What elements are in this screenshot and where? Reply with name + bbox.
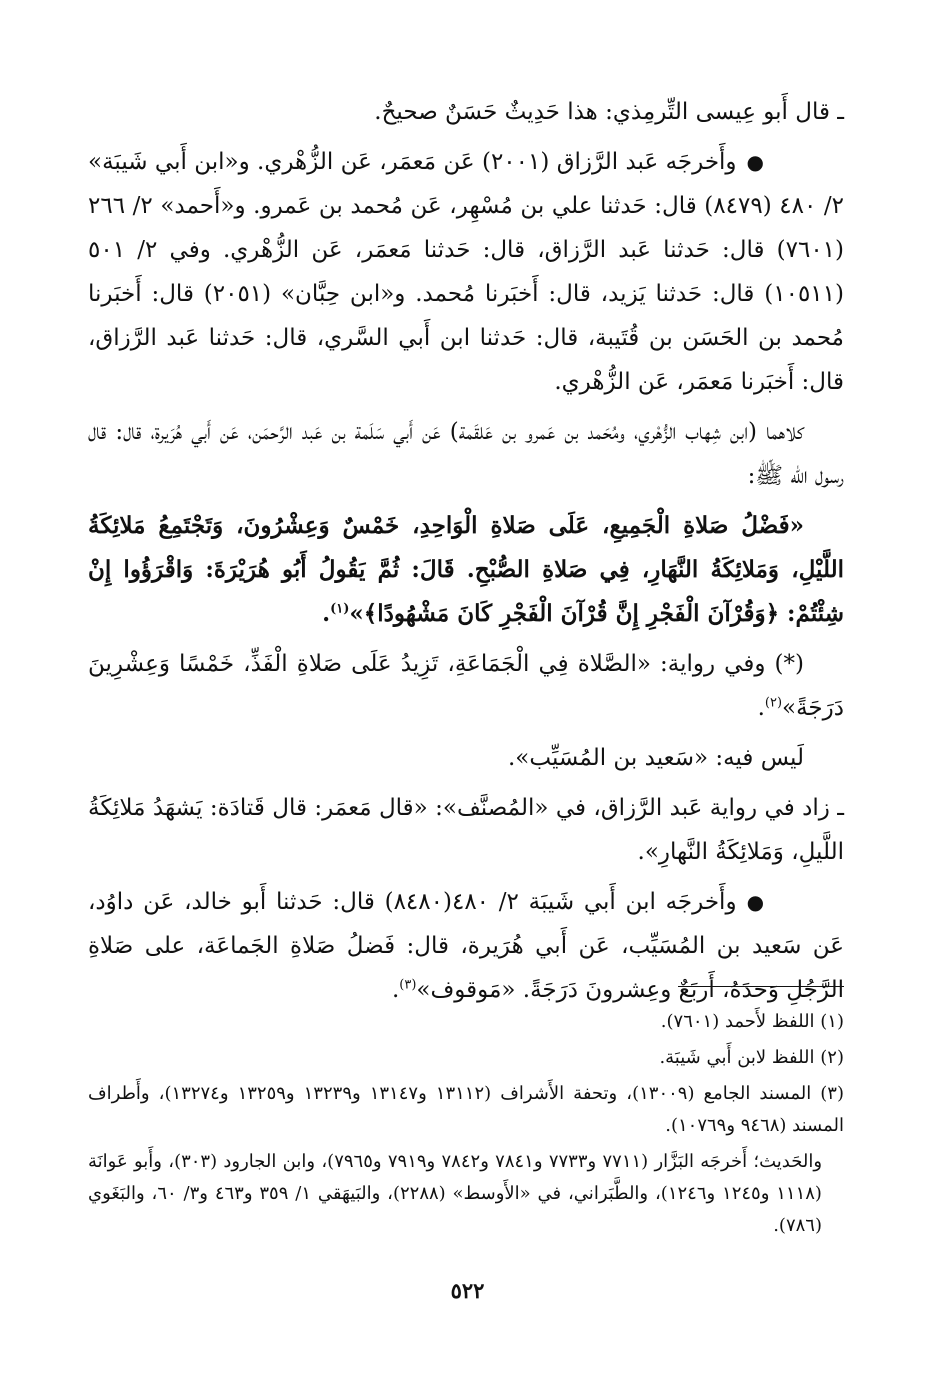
riwaya-text: (*) وفي رواية: «الصَّلاة فِي الْجَمَاعَةِ، تَزِيدُ عَلَى صَلاةِ الْفَذِّ، خَمْسًا وَعِشْرِينَ دَرَجَةً»: [88, 651, 844, 721]
paragraph-hadith: «فَضْلُ صَلاةِ الْجَمِيعِ، عَلَى صَلاةِ الْوَاحِدِ، خَمْسٌ وَعِشْرُونَ، وَتَجْتَمِعُ مَلائِكَةُ اللَّيْلِ، وَمَلائِكَةُ النَّهَارِ، فِي صَلاةِ الصُّبْحِ. قَالَ: ثُمَّ يَقُولُ أَبُو هُرَيْرَةَ: وَاقْرَؤُوا إِنْ شِئْتُمْ: ﴿وَقُرْآنَ الْفَجْرِ إِنَّ قُرْآنَ الْفَجْرِ كَانَ مَشْهُودًا﴾»$^{(١)}$.: [88, 512, 844, 627]
paragraph-takhrij-text: وأَخرجَه عَبد الرَّزاق (٢٠٠١) عَن مَعمَر، عَن الزُّهْري. و«ابن أَبي شَيبَة» ٢/ ٤٨٠ (٨٤٧٩) قال: حَدثنا علي بن مُسْهِر، عَن مُحمد بن عَمرو. و«أَحمد» ٢/ ٢٦٦ (٧٦٠١) قال: حَدثنا عَبد الرَّزاق، قال: حَدثنا مَعمَر، عَن الزُّهْري. وفي ٢/ ٥٠١ (١٠٥١١) قال: حَدثنا يَزيد، قال: أَخبَرنا مُحمد. و«ابن حِبَّان» (٢٠٥١) قال: أَخبَرنا مُحمد بن الحَسَن بن قُتَيبة، قال: حَدثنا ابن أَبي السَّري، قال: حَدثنا عَبد الرَّزاق، قال: أَخبَرنا مَعمَر، عَن الزُّهْري.: [88, 149, 845, 395]
footnote-3: (٣) المسند الجامع (١٣٠٠٩)، وتحفة الأَشراف (١٣١١٢ و١٣١٤٧ و١٣٢٣٩ و١٣٢٥٩ و١٣٢٧٤)، وأَطراف المسند (٩٤٦٨ و١٠٧٦٩).: [88, 1083, 844, 1136]
paragraph-isnad: كلاهما (ابن شِهاب الزُّهْري، ومُحَمد بن عَمرو بن عَلقَمة) عَن أَبي سَلَمة بن عَبد الرَّحمَن، عَن أَبي هُرَيرة، قال: قال رسول الله ﷺ:: [88, 419, 844, 489]
footnotes: [88, 1006, 844, 1246]
footnote-ref-1: (١): [330, 601, 350, 617]
bullet-icon: ●: [746, 150, 764, 174]
paragraph-riwaya: (*) وفي رواية: «الصَّلاة فِي الْجَمَاعَةِ، تَزِيدُ عَلَى صَلاةِ الْفَذِّ، خَمْسًا وَعِشْرِينَ دَرَجَةً»$^{(٢)}$.: [88, 651, 844, 721]
footnote-1: (١) اللفظ لأَحمد (٧٦٠١).: [660, 1011, 844, 1032]
mawquf-text: وأَخرجَه ابن أَبي شَيبَة ٢/ ٤٨٠(٨٤٨٠) قال: حَدثنا أَبو خالد، عَن داوُد، عَن سَعيد بن المُسَيِّب، عَن أَبي هُرَيرة، قال: فَضلُ صَلاةِ الجَماعَة، على صَلاةِ الرَّجُلِ وَحدَهُ، أَربَعٌ وعِشرونَ دَرَجَةً. «مَوقوف»: [88, 889, 844, 1003]
paragraph-mawquf: ●وأَخرجَه ابن أَبي شَيبَة ٢/ ٤٨٠(٨٤٨٠) قال: حَدثنا أَبو خالد، عَن داوُد، عَن سَعيد بن المُسَيِّب، عَن أَبي هُرَيرة، قال: فَضلُ صَلاةِ الجَماعَة، على صَلاةِ الرَّجُلِ وَحدَهُ، أَربَعٌ وعِشرونَ دَرَجَةً. «مَوقوف»$^{(٣)}$.: [88, 880, 844, 1012]
hadith-text: «فَضْلُ صَلاةِ الْجَمِيعِ، عَلَى صَلاةِ الْوَاحِدِ، خَمْسٌ وَعِشْرُونَ، وَتَجْتَمِعُ مَلائِكَةُ اللَّيْلِ، وَمَلائِكَةُ النَّهَارِ، فِي صَلاةِ الصُّبْحِ. قَالَ: ثُمَّ يَقُولُ أَبُو هُرَيْرَةَ: وَاقْرَؤُوا إِنْ شِئْتُمْ: ﴿وَقُرْآنَ الْفَجْرِ إِنَّ قُرْآنَ الْفَجْرِ كَانَ مَشْهُودًا﴾»: [88, 512, 844, 627]
footnote-divider: [678, 986, 844, 987]
footnote-ref-3: (٣): [399, 977, 417, 993]
page-number: ٥٢٢: [450, 1278, 485, 1303]
paragraph-ziyada: ـ زاد في رواية عَبد الرَّزاق، في «المُصنَّف»: «قال مَعمَر: قال قَتادَة: يَشهَدُ مَلائِكَةُ اللَّيلِ، وَمَلائِكَةُ النَّهارِ».: [88, 795, 844, 865]
footnote-2: (٢) اللفظ لابن أَبي شَيبَة.: [659, 1047, 844, 1068]
main-text: [88, 90, 844, 1018]
paragraph-tirmidhi: ـ قال أَبو عِيسى التِّرمِذي: هذا حَدِيثٌ حَسَنٌ صحيحٌ.: [374, 99, 844, 125]
bullet-icon: ●: [746, 890, 765, 914]
footnote-3-continuation: والحَديث؛ أَخرجَه البَزَّار (٧٧١١ و٧٧٣٣ و٧٨٤١ و٧٨٤٢ و٧٩١٩ و٧٩٦٥)، وابن الجارود (٣٠٣)، وأَبو عَوانَة (١١١٨ و١٢٤٥ و١٢٤٦)، والطَّبَراني، في «الأَوسط» (٢٢٨٨)، والبَيهَقي ١/ ٣٥٩ و٤٦٣ و٣/ ٦٠، والبَغَوي (٧٨٦).: [88, 1151, 823, 1236]
paragraph-laysa-fihi: لَيس فيه: «سَعيد بن المُسَيِّب».: [507, 745, 804, 771]
paragraph-takhrij: [88, 140, 844, 404]
footnote-ref-2: (٢): [764, 695, 783, 711]
